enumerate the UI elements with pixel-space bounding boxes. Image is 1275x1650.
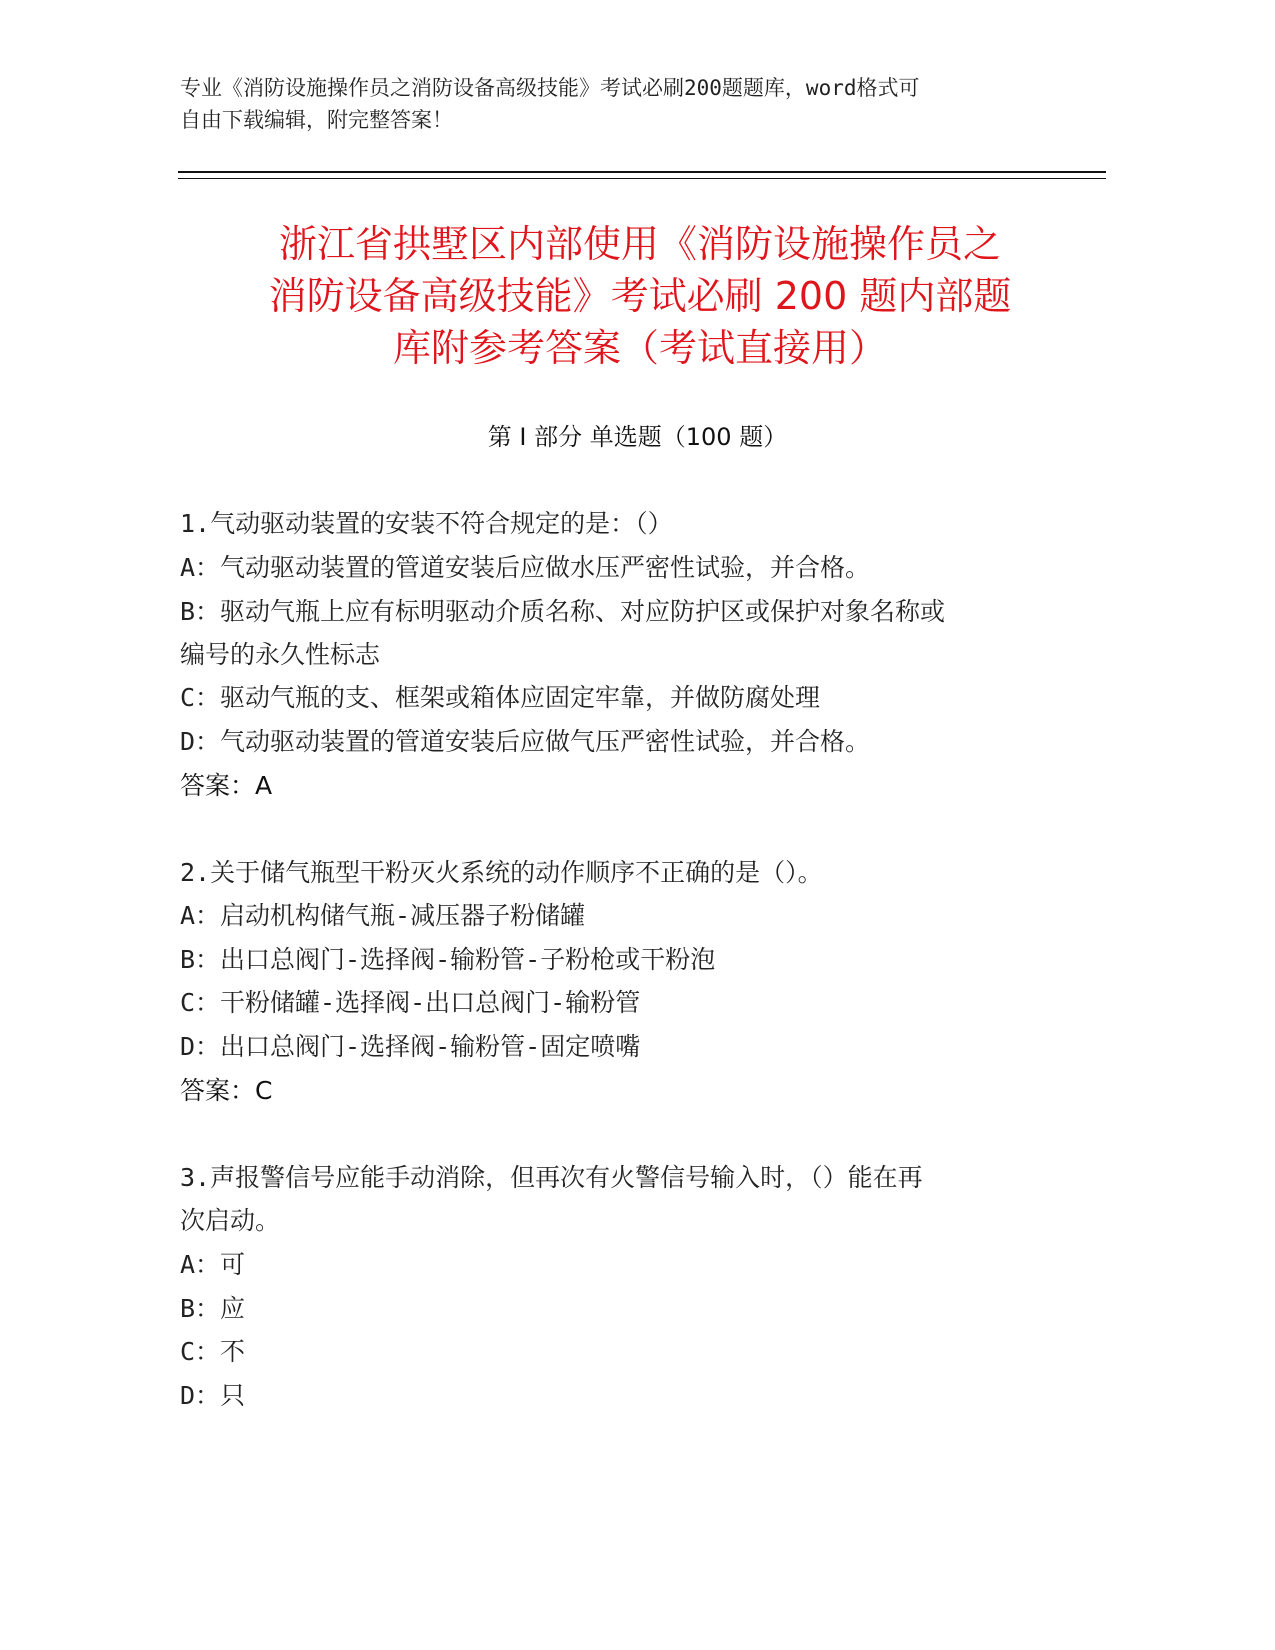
question-1-option-c: C：驱动气瓶的支、框架或箱体应固定牢靠，并做防腐处理 [180,683,821,712]
header-divider-thin [178,178,1106,179]
question-2-option-a: A：启动机构储气瓶-减压器子粉储罐 [180,901,586,930]
question-1-stem: 1.气动驱动装置的安装不符合规定的是：（） [180,509,673,538]
header-divider-thick [178,171,1106,173]
question-3-stem: 3.声报警信号应能手动消除，但再次有火警信号输入时，（）能在再 [180,1163,923,1192]
section-title: 第 I 部分 单选题（100 题） [487,423,788,451]
title-line-1: 浙江省拱墅区内部使用《消防设施操作员之 [278,222,1001,266]
question-1-option-b-cont: 编号的永久性标志 [180,640,381,669]
question-2-option-c: C：干粉储罐-选择阀-出口总阀门-输粉管 [180,988,641,1017]
header-note [180,72,1040,136]
title-line-3: 库附参考答案（考试直接用） [392,326,887,370]
question-3-stem-cont: 次启动。 [180,1206,281,1235]
question-2-stem: 2.关于储气瓶型干粉灭火系统的动作顺序不正确的是（）。 [180,858,823,887]
question-2-option-b: B：出口总阀门-选择阀-输粉管-子粉枪或干粉泡 [180,945,716,974]
header-note-line-1: 专业《消防设施操作员之消防设备高级技能》考试必刷200题题库，word格式可 [180,76,920,100]
question-1-option-a: A：气动驱动装置的管道安装后应做水压严密性试验，并合格。 [180,553,871,582]
question-3-option-b: B：应 [180,1294,246,1323]
question-3-option-d: D：只 [180,1381,246,1410]
header-note-line-2: 自由下载编辑，附完整答案！ [180,108,453,132]
question-1-option-d: D：气动驱动装置的管道安装后应做气压严密性试验，并合格。 [180,727,871,756]
question-3-option-c: C：不 [180,1337,246,1366]
question-2-option-d: D：出口总阀门-选择阀-输粉管-固定喷嘴 [180,1032,641,1061]
document-title [160,218,1120,374]
question-3-option-a: A：可 [180,1250,246,1279]
question-1-answer: 答案：A [180,771,273,800]
question-1-option-b: B：驱动气瓶上应有标明驱动介质名称、对应防护区或保护对象名称或 [180,597,946,626]
title-line-2: 消防设备高级技能》考试必刷 200 题内部题 [268,274,1012,318]
question-2-answer: 答案：C [180,1076,273,1105]
